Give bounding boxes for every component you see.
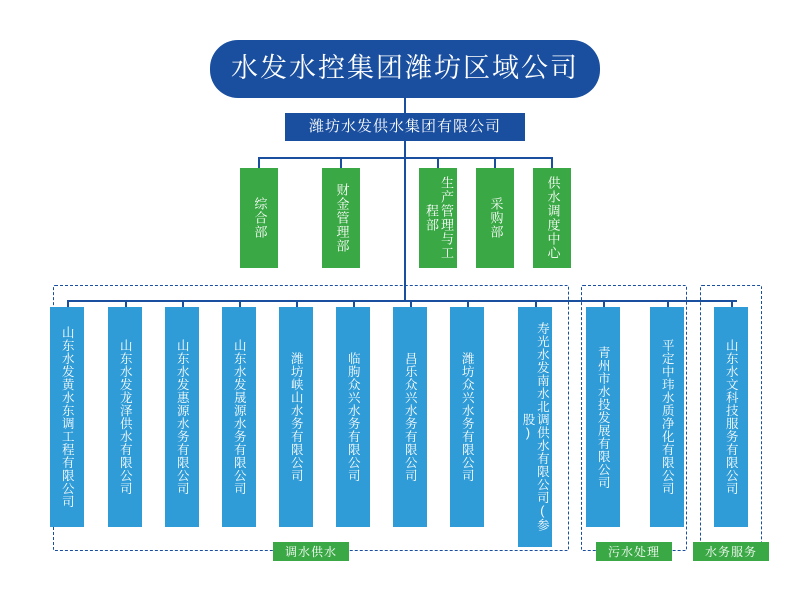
department-label-1: 综合部 (252, 197, 268, 239)
root-label: 水发水控集团潍坊区域公司 (231, 53, 579, 84)
company-label-2: 山东水发龙泽供水有限公司 (118, 339, 133, 495)
connector-dept-3 (437, 157, 439, 168)
group-label-1 (273, 542, 349, 561)
department-node-1 (240, 168, 278, 268)
company-label-4: 山东水发晟源水务有限公司 (232, 339, 247, 495)
connector-root-to-subsidiary (404, 98, 406, 113)
group-label-3 (693, 542, 769, 561)
company-node-1 (50, 307, 84, 527)
connector-dept-1 (258, 157, 260, 168)
company-node-12 (714, 307, 748, 527)
company-label-5: 潍坊峡山水务有限公司 (289, 352, 304, 482)
connector-dept-4 (494, 157, 496, 168)
group-label-2 (596, 542, 672, 561)
department-node-5 (533, 168, 571, 268)
connector-subsidiary-down (404, 141, 406, 158)
company-node-11 (650, 307, 684, 527)
subsidiary-node (285, 113, 525, 141)
department-node-4 (476, 168, 514, 268)
connector-dept-2 (340, 157, 342, 168)
company-label-1: 山东水发黄水东调工程有限公司 (60, 326, 75, 508)
company-node-2 (108, 307, 142, 527)
company-node-10 (586, 307, 620, 527)
department-label-2: 财金管理部 (334, 183, 350, 253)
department-node-2 (322, 168, 360, 268)
company-node-3 (165, 307, 199, 527)
connector-trunk-to-companies (404, 157, 406, 301)
company-node-9 (518, 307, 552, 547)
department-label-3: 生产管理与工程部 (424, 176, 454, 260)
department-label-5: 供水调度中心 (545, 176, 561, 260)
department-node-3 (419, 168, 457, 268)
company-node-6 (336, 307, 370, 527)
company-label-8: 潍坊众兴水务有限公司 (460, 352, 475, 482)
company-label-7: 昌乐众兴水务有限公司 (403, 352, 418, 482)
company-label-9: 寿光水发南水北调供水有限公司(参股) (521, 322, 550, 532)
company-label-11: 平定中玮水质净化有限公司 (660, 339, 675, 495)
company-label-3: 山东水发惠源水务有限公司 (175, 339, 190, 495)
group-label-text-1: 调水供水 (284, 545, 337, 559)
group-label-text-2: 污水处理 (607, 545, 660, 559)
connector-dept-5 (551, 157, 553, 168)
department-label-4: 采购部 (488, 197, 504, 239)
root-node (210, 40, 600, 98)
company-node-7 (393, 307, 427, 527)
company-node-4 (222, 307, 256, 527)
company-label-10: 青州市水投发展有限公司 (596, 345, 611, 489)
company-label-6: 临朐众兴水务有限公司 (346, 352, 361, 482)
group-label-text-3: 水务服务 (704, 545, 757, 559)
company-label-12: 山东水文科技服务有限公司 (724, 339, 739, 495)
company-node-8 (450, 307, 484, 527)
subsidiary-label: 潍坊水发供水集团有限公司 (308, 118, 501, 136)
company-node-5 (279, 307, 313, 527)
